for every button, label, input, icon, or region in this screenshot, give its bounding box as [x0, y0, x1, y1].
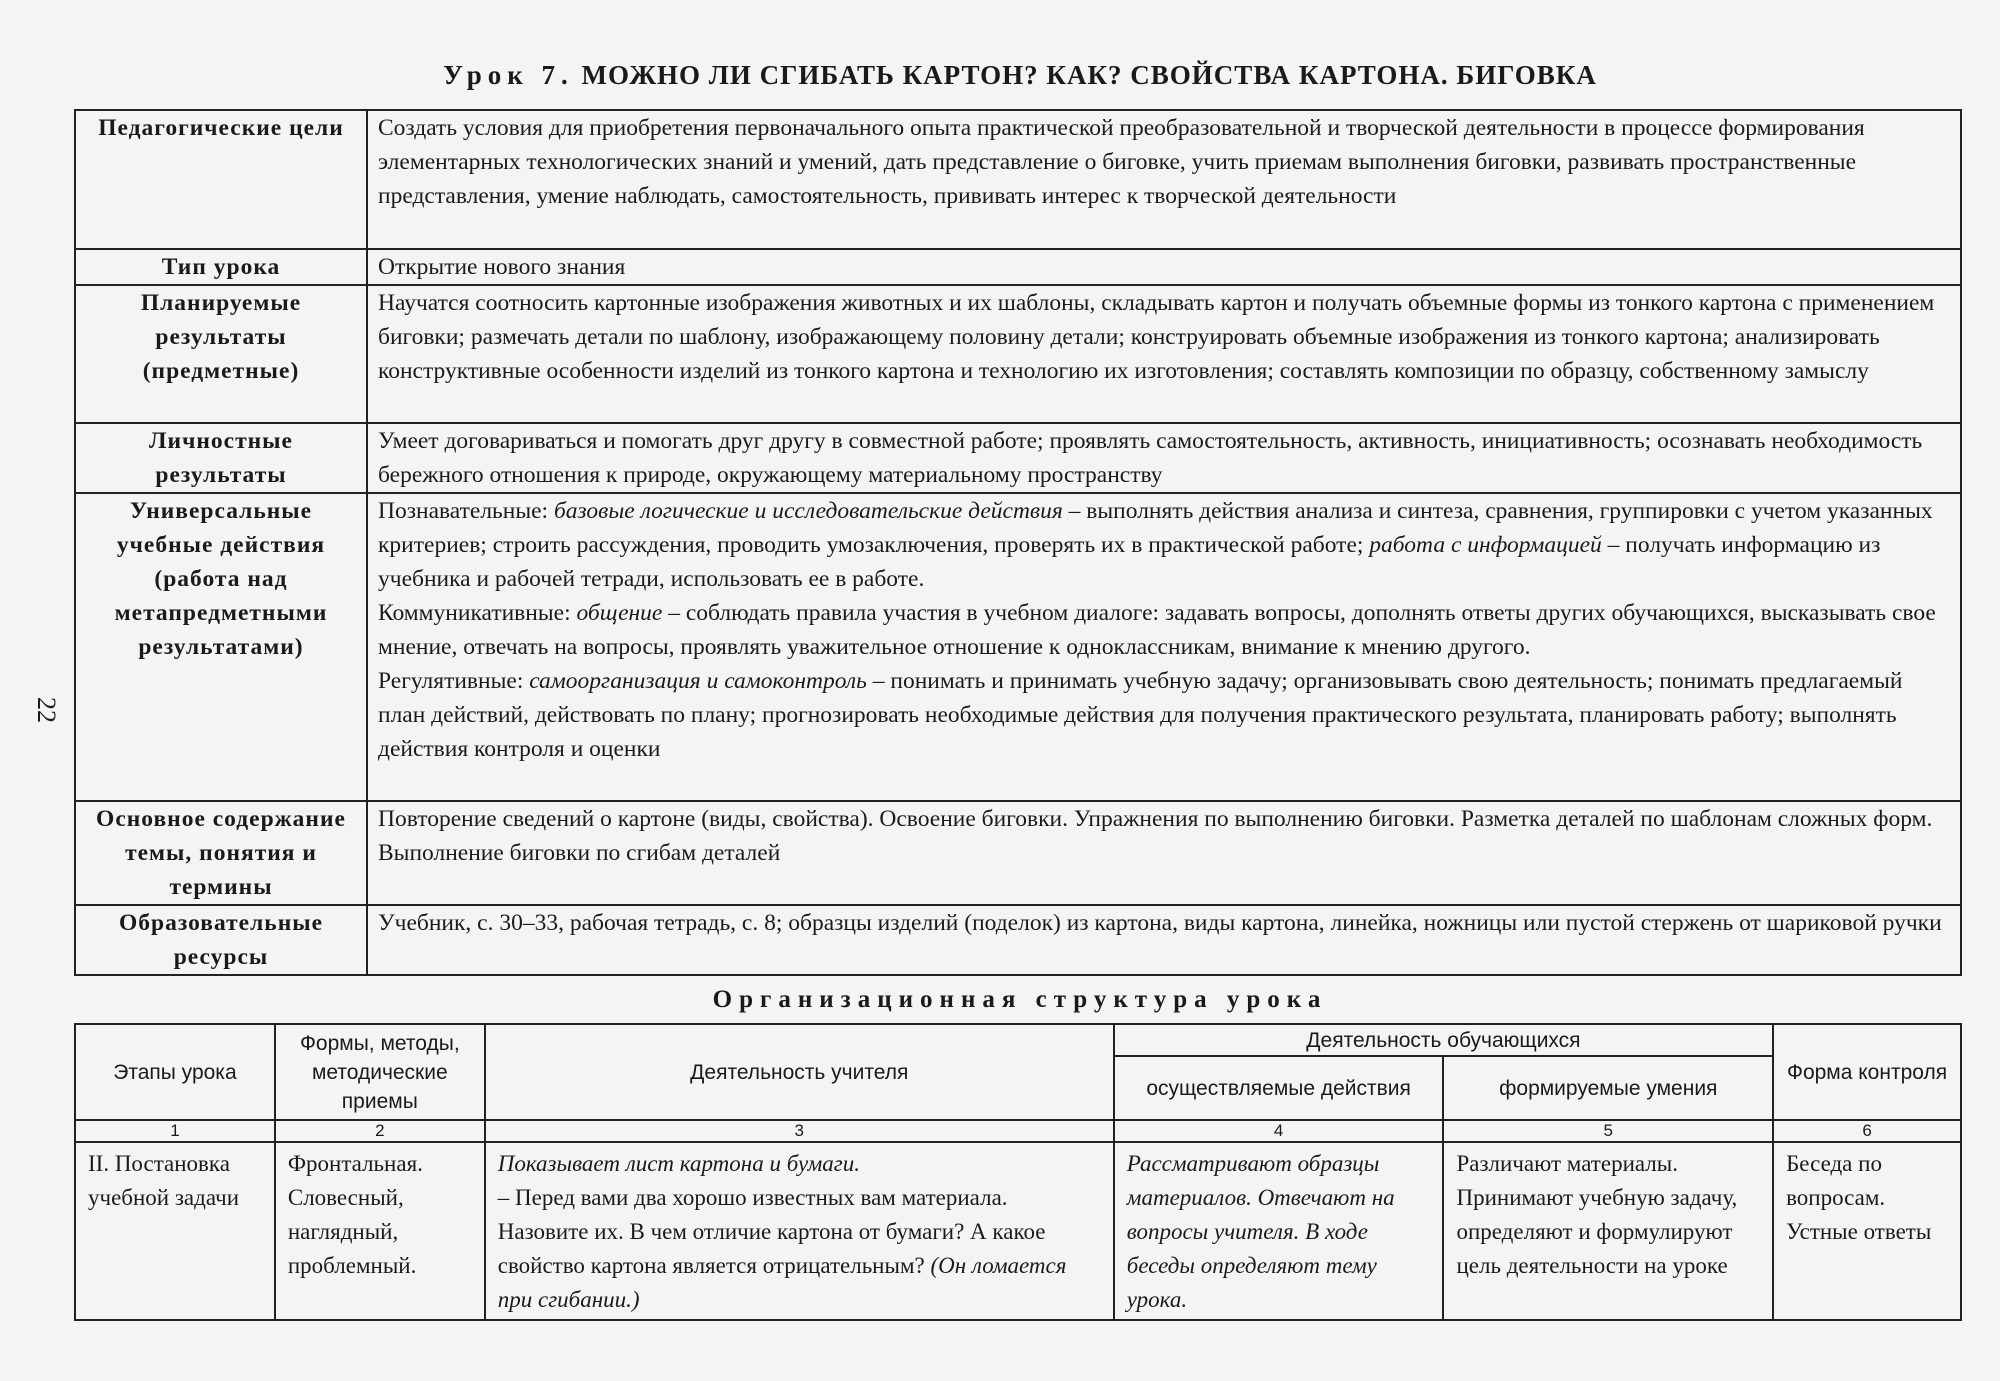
lesson-type-label: Тип урока	[75, 249, 367, 285]
uud-regulative-prefix: Регулятивные:	[378, 668, 530, 694]
lesson-info-table	[74, 109, 1962, 976]
content-label: Основное содержание темы, понятия и термины	[75, 801, 367, 905]
uud-cognitive	[378, 494, 1950, 596]
planned-results-label: Планируемые результаты (предметные)	[75, 285, 367, 423]
org-structure-table	[74, 1023, 1962, 1321]
header-control: Форма контроля	[1773, 1024, 1961, 1120]
personal-results-label: Личностные результаты	[75, 423, 367, 493]
uud-regulative	[378, 664, 1950, 766]
goals-label: Педагогические цели	[75, 110, 367, 249]
header-teacher: Деятельность учителя	[485, 1024, 1114, 1120]
personal-results-text: Умеет договариваться и помогать друг другу в совместной работе; проявлять самостоятельность, активность, инициативность; осознавать необходимость бережного отношения к природе, окружающему материальному пространству	[367, 423, 1961, 493]
actions-cell: Рассматривают образцы материалов. Отвечают на вопросы учителя. В ходе беседы определяют тему урока.	[1114, 1142, 1444, 1320]
uud-communicative	[378, 596, 1950, 664]
planned-results-row	[75, 285, 1961, 423]
column-number: 5	[1443, 1120, 1773, 1142]
uud-regulative-italic: самоорганизация и самоконтроль	[529, 668, 867, 694]
column-number: 6	[1773, 1120, 1961, 1142]
uud-cognitive-text: – выполнять действия анализа и синтеза, сравнения, группировки с учетом указанных критериев; строить рассуждения, проводить умозаключения, проверять их в практической работе;	[378, 498, 1933, 558]
header-students: Деятельность обучающихся	[1114, 1024, 1773, 1056]
org-stage-row	[75, 1142, 1961, 1320]
personal-results-row	[75, 423, 1961, 493]
header-forms: Формы, методы, методические приемы	[275, 1024, 485, 1120]
uud-row	[75, 493, 1961, 801]
header-stages: Этапы урока	[75, 1024, 275, 1120]
uud-cognitive-italic: базовые логические и исследовательские действия	[553, 498, 1063, 524]
lesson-title	[75, 60, 1965, 91]
column-number: 3	[485, 1120, 1114, 1142]
resources-label: Образовательные ресурсы	[75, 905, 367, 975]
column-number: 2	[275, 1120, 485, 1142]
goals-row	[75, 110, 1961, 249]
header-actions: осуществляемые действия	[1114, 1056, 1444, 1120]
org-number-row	[75, 1120, 1961, 1142]
content-row	[75, 801, 1961, 905]
teacher-speech: – Перед вами два хорошо известных вам материала. Назовите их. В чем отличие картона от бумаги? А какое свойство картона является отрицательным?	[497, 1185, 1046, 1278]
resources-row	[75, 905, 1961, 975]
stage-cell: II. Постановка учебной задачи	[75, 1142, 275, 1320]
lesson-title-text: МОЖНО ЛИ СГИБАТЬ КАРТОН? КАК? СВОЙСТВА КАРТОНА. БИГОВКА	[581, 60, 1597, 90]
uud-communicative-text: – соблюдать правила участия в учебном диалоге: задавать вопросы, дополнять ответы других обучающихся, высказывать свое мнение, отвечать на вопросы, проявлять уважительное отношение к одноклассникам, внимание к мнению другого.	[378, 600, 1936, 660]
resources-text: Учебник, с. 30–33, рабочая тетрадь, с. 8; образцы изделий (поделок) из картона, виды картона, линейка, ножницы или пустой стержень от шариковой ручки	[367, 905, 1961, 975]
page-number: 22	[32, 697, 61, 723]
uud-cognitive-prefix: Познавательные:	[378, 498, 554, 524]
uud-communicative-italic: общение	[576, 600, 663, 626]
forms-cell: Фронтальная. Словесный, наглядный, проблемный.	[275, 1142, 485, 1320]
uud-cognitive-text-2: – получать информацию из учебника и рабочей тетради, использовать ее в работе.	[378, 532, 1881, 592]
uud-regulative-text: – понимать и принимать учебную задачу; организовывать свою деятельность; понимать предлагаемый план действий, действовать по плану; прогнозировать необходимые действия для получения практического результата, планировать работу; выполнять действия контроля и оценки	[378, 668, 1903, 762]
org-structure-title: Организационная структура урока	[712, 986, 1328, 1013]
lesson-type-text: Открытие нового знания	[367, 249, 1961, 285]
org-header-row-1	[75, 1024, 1961, 1056]
content-text: Повторение сведений о картоне (виды, свойства). Освоение биговки. Упражнения по выполнению биговки. Разметка деталей по шаблонам сложных форм. Выполнение биговки по сгибам деталей	[367, 801, 1961, 905]
uud-communicative-prefix: Коммуникативные:	[378, 600, 577, 626]
column-number: 1	[75, 1120, 275, 1142]
uud-cognitive-italic-2: работа с информацией	[1369, 532, 1602, 558]
uud-text	[367, 493, 1961, 801]
teacher-cell	[485, 1142, 1114, 1320]
goals-text: Создать условия для приобретения первоначального опыта практической преобразовательной и творческой деятельности в процессе формирования элементарных технологических знаний и умений, дать представление о биговке, учить приемам выполнения биговки, развивать пространственные представления, умение наблюдать, самостоятельность, прививать интерес к творческой деятельности	[367, 110, 1961, 249]
lesson-type-row	[75, 249, 1961, 285]
lesson-number: Урок 7.	[443, 60, 574, 90]
header-skills: формируемые умения	[1443, 1056, 1773, 1120]
column-number: 4	[1114, 1120, 1444, 1142]
uud-label: Универсальные учебные действия (работа над метапредметными результатами)	[75, 493, 367, 801]
teacher-action: Показывает лист картона и бумаги.	[497, 1151, 860, 1176]
control-cell: Беседа по вопросам. Устные ответы	[1773, 1142, 1961, 1320]
teacher-answer: (Он ломается при сгибании.)	[497, 1253, 1067, 1312]
skills-cell: Различают материалы. Принимают учебную задачу, определяют и формулируют цель деятельности на уроке	[1443, 1142, 1773, 1320]
planned-results-text: Научатся соотносить картонные изображения животных и их шаблоны, складывать картон и получать объемные формы из тонкого картона с применением биговки; размечать детали по шаблону, изображающему половину детали; конструировать объемные изображения из тонкого картона; анализировать конструктивные особенности изделий из тонкого картона и технологию их изготовления; составлять композиции по образцу, собственному замыслу	[367, 285, 1961, 423]
